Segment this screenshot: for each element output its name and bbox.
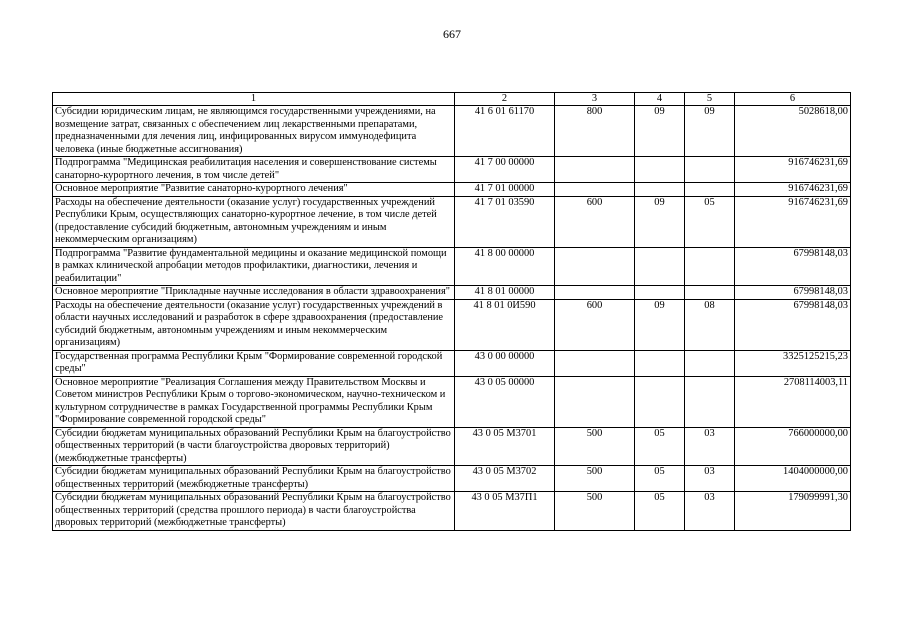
table-row — [53, 376, 851, 427]
row-section — [635, 350, 685, 376]
row-subsection: 03 — [685, 492, 735, 531]
row-name: Субсидии бюджетам муниципальных образований Республики Крым на благоустройство общественных территорий (средства прошлого периода) в части благоустройства дворовых территорий (межбюджетные трансферты) — [53, 492, 455, 531]
row-name: Подпрограмма "Развитие фундаментальной медицины и оказание медицинской помощи в рамках клинической апробации методов профилактики, диагностики, лечения и реабилитации" — [53, 247, 455, 286]
row-section: 09 — [635, 106, 685, 157]
row-expense-type — [555, 157, 635, 183]
row-amount: 766000000,00 — [735, 427, 851, 466]
table-row — [53, 196, 851, 247]
column-header: 3 — [555, 93, 635, 106]
row-section: 09 — [635, 196, 685, 247]
row-expense-type: 500 — [555, 466, 635, 492]
row-section — [635, 376, 685, 427]
header-row — [53, 93, 851, 106]
row-code: 41 8 00 00000 — [455, 247, 555, 286]
row-amount: 916746231,69 — [735, 183, 851, 197]
row-subsection — [685, 247, 735, 286]
row-code: 41 7 01 03590 — [455, 196, 555, 247]
row-amount: 1404000000,00 — [735, 466, 851, 492]
table-row — [53, 106, 851, 157]
row-subsection: 03 — [685, 427, 735, 466]
budget-table — [52, 92, 851, 531]
row-subsection — [685, 157, 735, 183]
row-name: Государственная программа Республики Крым "Формирование современной городской среды" — [53, 350, 455, 376]
row-subsection: 03 — [685, 466, 735, 492]
column-header: 2 — [455, 93, 555, 106]
row-code: 43 0 05 М3701 — [455, 427, 555, 466]
row-amount: 5028618,00 — [735, 106, 851, 157]
row-subsection: 05 — [685, 196, 735, 247]
table-row — [53, 286, 851, 300]
row-name: Субсидии бюджетам муниципальных образований Республики Крым на благоустройство общественных территорий (в части благоустройства дворовых территорий) (межбюджетные трансферты) — [53, 427, 455, 466]
table-row — [53, 183, 851, 197]
row-subsection — [685, 350, 735, 376]
row-subsection — [685, 376, 735, 427]
table-row — [53, 350, 851, 376]
column-header: 5 — [685, 93, 735, 106]
row-expense-type: 500 — [555, 492, 635, 531]
row-subsection: 08 — [685, 299, 735, 350]
row-amount: 67998148,03 — [735, 247, 851, 286]
row-code: 41 8 01 00000 — [455, 286, 555, 300]
row-expense-type: 600 — [555, 299, 635, 350]
row-subsection — [685, 286, 735, 300]
row-section: 05 — [635, 466, 685, 492]
table-row — [53, 492, 851, 531]
row-code: 41 7 01 00000 — [455, 183, 555, 197]
table-row — [53, 157, 851, 183]
row-expense-type — [555, 183, 635, 197]
row-code: 41 6 01 61170 — [455, 106, 555, 157]
row-name: Субсидии юридическим лицам, не являющимся государственными учреждениями, на возмещение затрат, связанных с обеспечением лиц лекарственными препаратами, предназначенными для лечения лиц, инфицированных вирусом иммунодефицита человека (иные бюджетные ассигнования) — [53, 106, 455, 157]
row-code: 43 0 05 М37П1 — [455, 492, 555, 531]
row-name: Основное мероприятие "Реализация Соглашения между Правительством Москвы и Советом министров Республики Крым о торгово-экономическом, научно-техническом и культурном сотрудничестве в рамках Государственной программы Республики Крым "Формирование современной городской среды" — [53, 376, 455, 427]
row-section — [635, 286, 685, 300]
column-header: 6 — [735, 93, 851, 106]
row-code: 41 8 01 0И590 — [455, 299, 555, 350]
row-expense-type — [555, 350, 635, 376]
row-code: 43 0 05 00000 — [455, 376, 555, 427]
row-section: 09 — [635, 299, 685, 350]
row-expense-type — [555, 376, 635, 427]
row-amount: 2708114003,11 — [735, 376, 851, 427]
row-name: Субсидии бюджетам муниципальных образований Республики Крым на благоустройство общественных территорий (межбюджетные трансферты) — [53, 466, 455, 492]
row-name: Подпрограмма "Медицинская реабилитация населения и совершенствование системы санаторно-курортного лечения, в том числе детей" — [53, 157, 455, 183]
row-amount: 67998148,03 — [735, 299, 851, 350]
row-expense-type: 800 — [555, 106, 635, 157]
row-code: 43 0 05 М3702 — [455, 466, 555, 492]
table-row — [53, 427, 851, 466]
row-subsection — [685, 183, 735, 197]
row-amount: 916746231,69 — [735, 157, 851, 183]
table-row — [53, 247, 851, 286]
row-expense-type — [555, 247, 635, 286]
row-section — [635, 183, 685, 197]
row-expense-type — [555, 286, 635, 300]
row-section: 05 — [635, 427, 685, 466]
row-code: 43 0 00 00000 — [455, 350, 555, 376]
row-amount: 3325125215,23 — [735, 350, 851, 376]
table-row — [53, 466, 851, 492]
row-name: Основное мероприятие "Развитие санаторно-курортного лечения" — [53, 183, 455, 197]
row-section: 05 — [635, 492, 685, 531]
row-section — [635, 157, 685, 183]
row-expense-type: 600 — [555, 196, 635, 247]
row-name: Расходы на обеспечение деятельности (оказание услуг) государственных учреждений в области научных исследований и разработок в сфере здравоохранения (предоставление субсидий бюджетным, автономным учреждениям и иным некоммерческим организациям) — [53, 299, 455, 350]
page-number: 667 — [443, 27, 461, 41]
column-header: 1 — [53, 93, 455, 106]
row-name: Основное мероприятие "Прикладные научные исследования в области здравоохранения" — [53, 286, 455, 300]
column-header: 4 — [635, 93, 685, 106]
row-code: 41 7 00 00000 — [455, 157, 555, 183]
row-amount: 916746231,69 — [735, 196, 851, 247]
row-section — [635, 247, 685, 286]
row-amount: 179099991,30 — [735, 492, 851, 531]
row-expense-type: 500 — [555, 427, 635, 466]
row-amount: 67998148,03 — [735, 286, 851, 300]
row-name: Расходы на обеспечение деятельности (оказание услуг) государственных учреждений Республики Крым, осуществляющих санаторно-курортное лечение, в том числе детей (предоставление субсидий бюджетным, автономным учреждениям и иным некоммерческим организациям) — [53, 196, 455, 247]
row-subsection: 09 — [685, 106, 735, 157]
table-row — [53, 299, 851, 350]
